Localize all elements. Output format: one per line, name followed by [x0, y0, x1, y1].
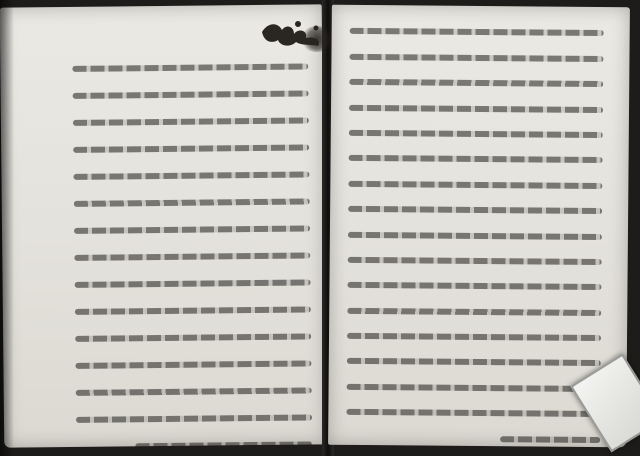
manuscript-line — [342, 15, 604, 43]
manuscript-line — [64, 264, 310, 294]
manuscript-line — [341, 142, 603, 170]
manuscript-line — [66, 426, 312, 456]
left-page-text — [62, 48, 312, 435]
manuscript-line — [339, 370, 601, 398]
manuscript-line — [340, 167, 602, 195]
manuscript-line — [341, 66, 603, 94]
manuscript-line — [339, 294, 601, 322]
left-page — [0, 4, 326, 447]
manuscript-line — [341, 91, 603, 119]
manuscript-line — [65, 318, 311, 348]
manuscript-line — [63, 129, 309, 159]
manuscript-line — [62, 48, 308, 78]
manuscript-line — [64, 210, 310, 240]
manuscript-line — [64, 237, 310, 267]
manuscript-line — [63, 102, 309, 132]
manuscript-line — [65, 291, 311, 321]
manuscript-line — [339, 345, 601, 373]
manuscript-line — [339, 269, 601, 297]
manuscript-line — [338, 396, 600, 424]
manuscript-line — [341, 40, 603, 68]
manuscript-line — [340, 218, 602, 246]
ink-blot — [300, 26, 334, 52]
manuscript-line — [338, 421, 600, 449]
manuscript-line — [64, 183, 310, 213]
manuscript-line — [65, 345, 311, 375]
manuscript-line — [62, 75, 308, 105]
right-page-text — [338, 15, 604, 443]
manuscript-line — [63, 156, 309, 186]
manuscript-line — [66, 399, 312, 429]
manuscript-line — [339, 319, 601, 347]
page-edge-shadow — [0, 0, 14, 456]
manuscript-line — [341, 116, 603, 144]
manuscript-line — [340, 243, 602, 271]
manuscript-line — [66, 372, 312, 402]
manuscript-line — [340, 193, 602, 221]
